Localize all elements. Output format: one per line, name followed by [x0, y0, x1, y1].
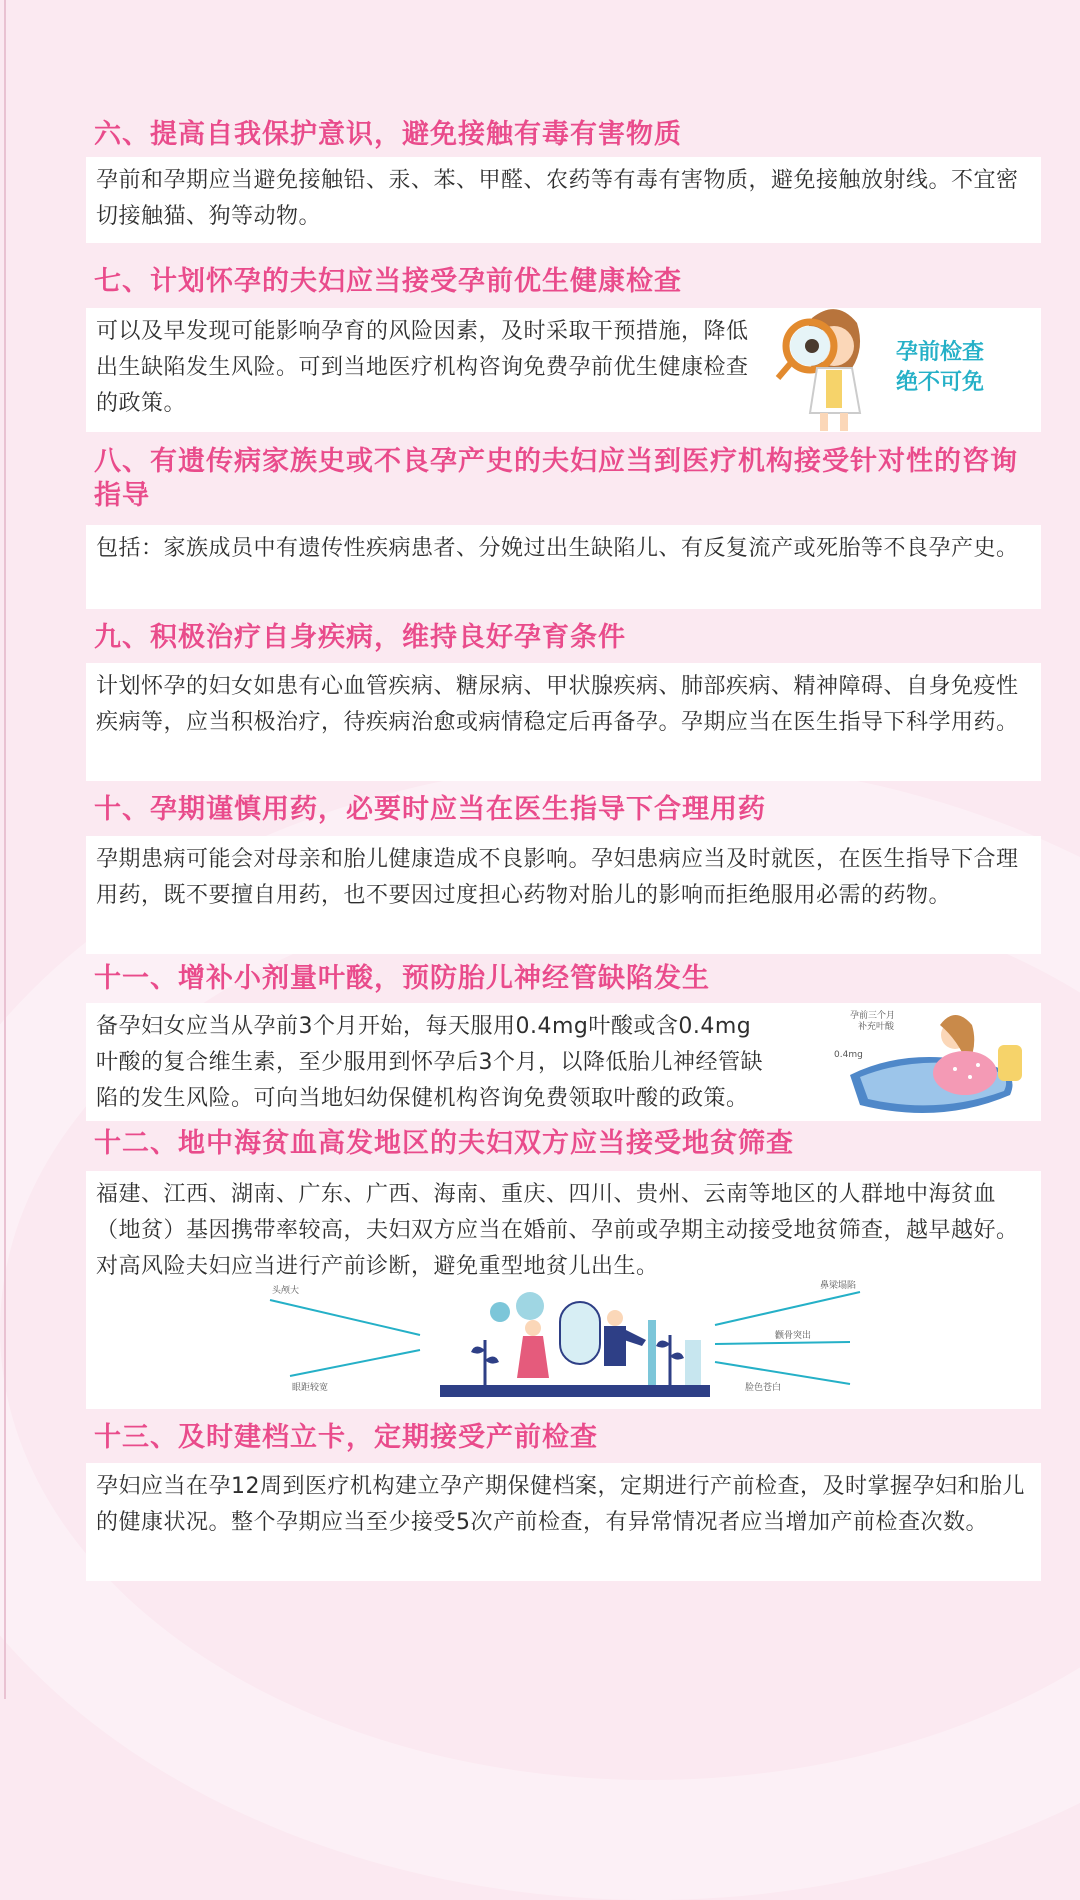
folic-caption-2: 补充叶酸 — [858, 1022, 895, 1032]
section-7-text: 可以及早发现可能影响孕育的风险因素，及时采取干预措施，降低出生缺陷发生风险。可到当地医疗机构咨询免费孕前优生健康检查的政策。 — [96, 319, 749, 416]
section-11-title: 十一、增补小剂量叶酸，预防胎儿神经管缺陷发生 — [94, 963, 710, 994]
section-11-text: 备孕妇女应当从孕前3个月开始，每天服用0.4mg叶酸或含0.4mg叶酸的复合维生素，至少服用到怀孕后3个月，以降低胎儿神经管缺陷的发生风险。可向当地妇幼保健机构咨询免费领取叶酸的政策。 — [96, 1014, 763, 1111]
section-7-title: 七、计划怀孕的夫妇应当接受孕前优生健康检查 — [94, 266, 682, 297]
section-9-title: 九、积极治疗自身疾病，维持良好孕育条件 — [94, 622, 626, 653]
slogan — [896, 338, 984, 398]
section-12-text: 福建、江西、湖南、广东、广西、海南、重庆、四川、贵州、云南等地区的人群地中海贫血（地贫）基因携带率较高，夫妇双方应当在婚前、孕前或孕期主动接受地贫筛查，越早越好。对高风险夫妇应当进行产前诊断，避免重型地贫儿出生。 — [96, 1182, 1019, 1279]
section-6-title: 六、提高自我保护意识，避免接触有毒有害物质 — [94, 119, 682, 150]
section-8-body — [86, 525, 1041, 609]
doctor-magnifier-illustration — [772, 298, 872, 433]
slogan-line-1: 孕前检查 — [896, 340, 985, 365]
folic-caption-1: 孕前三个月 — [850, 1011, 896, 1021]
pregnant-woman-illustration — [830, 1005, 1030, 1117]
left-border-line — [4, 0, 6, 1699]
section-13-text: 孕妇应当在孕12周到医疗机构建立孕产期保健档案，定期进行产前检查，及时掌握孕妇和胎儿的健康状况。整个孕期应当至少接受5次产前检查，有异常情况者应当增加产前检查次数。 — [96, 1474, 1025, 1535]
section-8-text: 包括：家族成员中有遗传性疾病患者、分娩过出生缺陷儿、有反复流产或死胎等不良孕产史。 — [96, 536, 1019, 561]
section-6-text: 孕前和孕期应当避免接触铅、汞、苯、甲醛、农药等有毒有害物质，避免接触放射线。不宜密切接触猫、狗等动物。 — [96, 168, 1019, 229]
section-10-text: 孕期患病可能会对母亲和胎儿健康造成不良影响。孕妇患病应当及时就医，在医生指导下合理用药，既不要擅自用药，也不要因过度担心药物对胎儿的影响而拒绝服用必需的药物。 — [96, 847, 1019, 908]
folic-dose: 0.4mg — [834, 1050, 863, 1060]
thalassemia-label-nose: 鼻梁塌陷 — [820, 1281, 857, 1291]
section-8-title: 八、有遗传病家族史或不良孕产史的夫妇应当到医疗机构接受针对性的咨询指导 — [94, 446, 1018, 511]
section-10-body — [86, 836, 1041, 954]
thalassemia-label-eyes: 眼距较宽 — [292, 1383, 329, 1393]
thalassemia-label-pale: 脸色苍白 — [745, 1383, 782, 1393]
thalassemia-label-cheekbone: 颧骨突出 — [775, 1331, 812, 1341]
section-6-body — [86, 157, 1041, 243]
section-12-title: 十二、地中海贫血高发地区的夫妇双方应当接受地贫筛查 — [94, 1128, 794, 1159]
section-13-title: 十三、及时建档立卡，定期接受产前检查 — [94, 1422, 598, 1453]
slogan-line-2: 绝不可免 — [896, 370, 985, 395]
section-9-body — [86, 663, 1041, 781]
thalassemia-illustration — [260, 1280, 880, 1404]
section-13-body — [86, 1463, 1041, 1581]
section-9-text: 计划怀孕的妇女如患有心血管疾病、糖尿病、甲状腺疾病、肺部疾病、精神障碍、自身免疫性疾病等，应当积极治疗，待疾病治愈或病情稳定后再备孕。孕期应当在医生指导下科学用药。 — [96, 674, 1019, 735]
section-10-title: 十、孕期谨慎用药，必要时应当在医生指导下合理用药 — [94, 794, 766, 825]
thalassemia-label-head: 头颅大 — [272, 1286, 300, 1296]
